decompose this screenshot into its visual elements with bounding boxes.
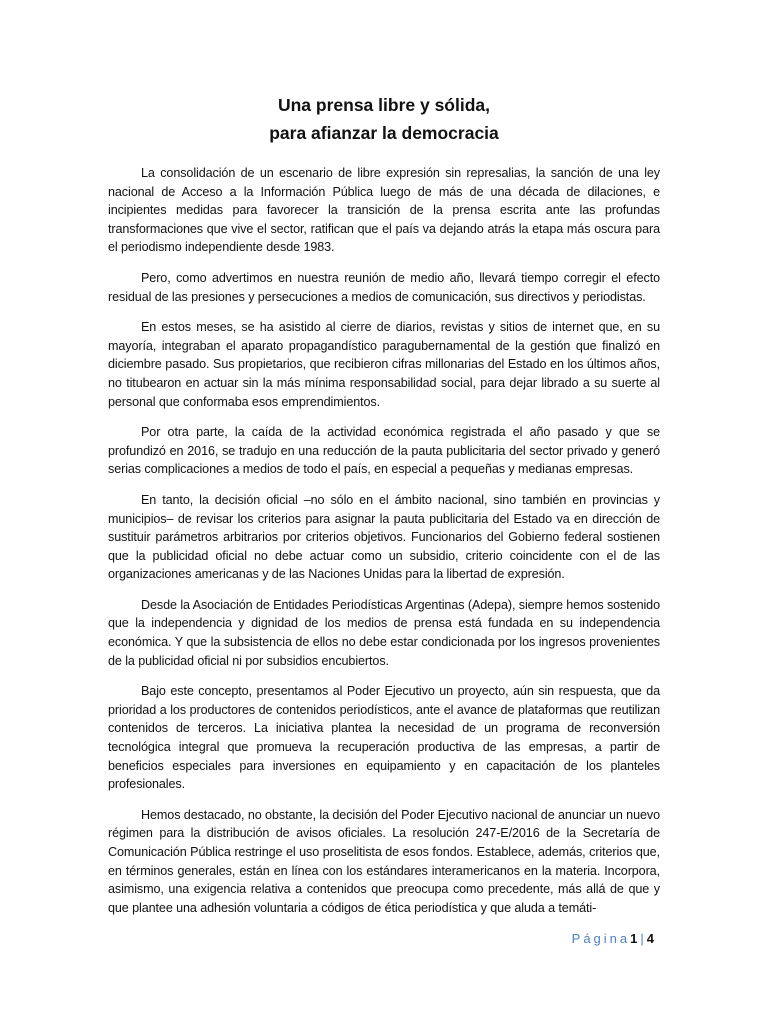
page-footer — [572, 930, 654, 948]
paragraph-3: En estos meses, se ha asistido al cierre de diarios, revistas y sitios de internet que, en su mayoría, integraban el aparato propagandístico paragubernamental de la gestión que finalizó en diciembre pasado. Sus propietarios, que recibieron cifras millonarias del Estado en los últimos años, no titubearon en actuar sin la más mínima responsabilidad social, para dejar librado a su suerte al personal que conformaba esos emprendimientos. — [108, 320, 660, 409]
document-title — [0, 91, 768, 147]
page-number: 1 — [630, 931, 638, 946]
paragraph-5: En tanto, la decisión oficial –no sólo en el ámbito nacional, sino también en provincias y municipios– de revisar los criterios para asignar la pauta publicitaria del Estado va en dirección de sustituir parámetros arbitrarios por criterios objetivos. Funcionarios del Gobierno federal sostienen que la publicidad oficial no debe actuar como un subsidio, criterio coincidente con el de las organizaciones americanas y de las Naciones Unidas para la libertad de expresión. — [108, 492, 660, 582]
document-body — [108, 164, 660, 929]
paragraph-6: Desde la Asociación de Entidades Periodísticas Argentinas (Adepa), siempre hemos sostenido que la independencia y dignidad de los medios de prensa está fundada en su independencia económica. Y que la subsistencia de ellos no debe estar condicionada por los ingresos provenientes de la publicidad oficial ni por subsidios encubiertos. — [108, 597, 660, 668]
page-label: Página — [571, 931, 631, 946]
paragraph-7: Bajo este concepto, presentamos al Poder Ejecutivo un proyecto, aún sin respuesta, que da prioridad a los productores de contenidos periodísticos, ante el avance de plataformas que reutilizan contenidos de terceros. La iniciativa plantea la necesidad de un programa de reconversión tecnológica integral que promueva la recuperación productiva de las empresas, a partir de beneficios especiales para inversiones en equipamiento y en capacitación de los planteles profesionales. — [108, 684, 660, 792]
paragraph-8: Hemos destacado, no obstante, la decisión del Poder Ejecutivo nacional de anunciar un nuevo régimen para la distribución de avisos oficiales. La resolución 247-E/2016 de la Secretaría de Comunicación Pública restringe el uso proselitista de esos fondos. Establece, además, criterios que, en términos generales, están en línea con los estándares interamericanos en la materia. Incorpora, asimismo, una exigencia relativa a contenidos que preocupa como precedente, más allá de que y que plantee una adhesión voluntaria a códigos de ética periodística y que aluda a temáti- — [108, 807, 660, 915]
page-total: 4 — [646, 931, 654, 946]
paragraph-2: Pero, como advertimos en nuestra reunión de medio año, llevará tiempo corregir el efecto residual de las presiones y persecuciones a medios de comunicación, sus directivos y periodistas. — [108, 270, 660, 304]
page-separator: | — [640, 931, 644, 946]
title-line-2: para afianzar la democracia — [269, 123, 499, 143]
paragraph-1: La consolidación de un escenario de libre expresión sin represalias, la sanción de una ley nacional de Acceso a la Información Pública luego de más de una década de dilaciones, e incipientes medidas para favorecer la transición de la prensa escrita ante las profundas transformaciones que vive el sector, ratifican que el país va dejando atrás la etapa más oscura para el periodismo independiente desde 1983. — [108, 166, 660, 255]
paragraph-4: Por otra parte, la caída de la actividad económica registrada el año pasado y que se profundizó en 2016, se tradujo en una reducción de la pauta publicitaria del sector privado y generó serias complicaciones a medios de todo el país, en especial a pequeñas y medianas empresas. — [108, 425, 660, 477]
title-line-1: Una prensa libre y sólida, — [277, 95, 491, 115]
